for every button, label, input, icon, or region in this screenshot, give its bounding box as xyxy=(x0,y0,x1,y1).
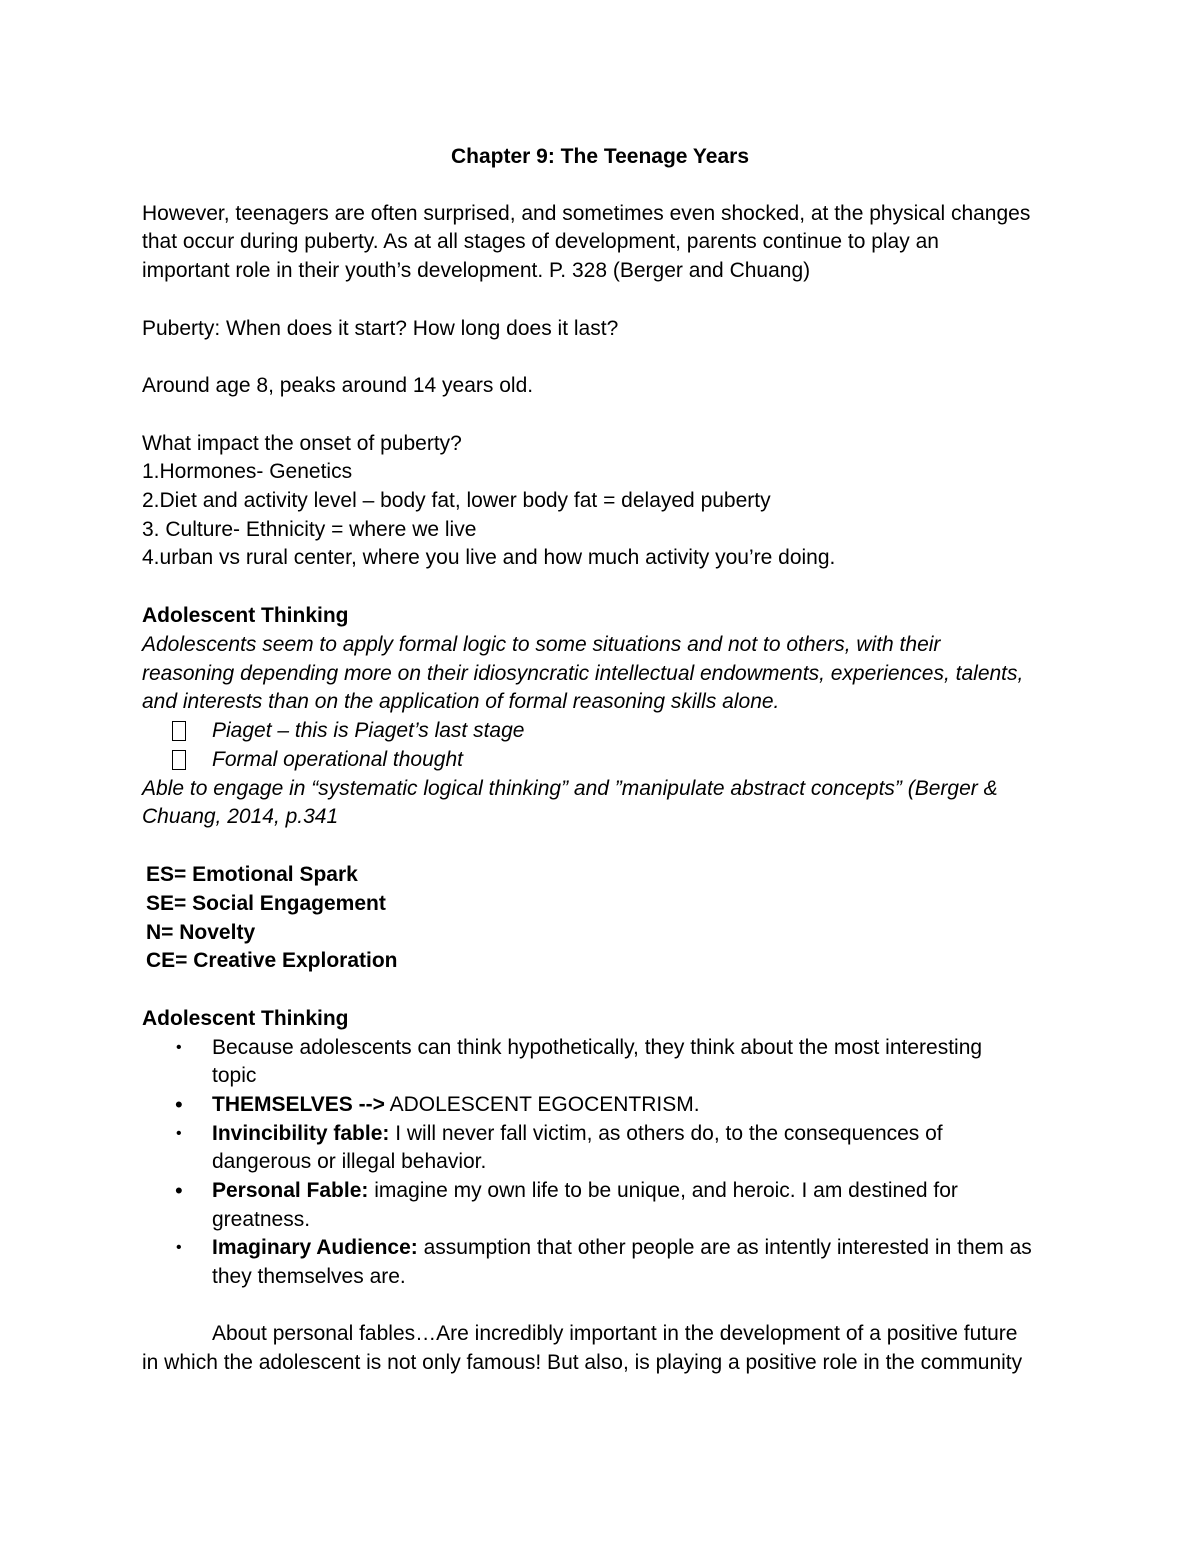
acronym-n: N= Novelty xyxy=(146,921,256,944)
section-heading-thinking: Adolescent Thinking xyxy=(142,604,349,627)
imaginary-audience-text: assumption that other people are as intently interested in them as xyxy=(417,1236,1032,1259)
egocentrism-bullet-2 xyxy=(212,1091,700,1119)
thinking-quote-line-2: reasoning depending more on their idiosyncratic intellectual endowments, experiences, talents, xyxy=(142,662,1024,685)
bullet-icon: • xyxy=(176,1125,182,1142)
puberty-answer: Around age 8, peaks around 14 years old. xyxy=(142,374,534,397)
section-heading-thinking-2: Adolescent Thinking xyxy=(142,1007,349,1030)
bullet-icon: • xyxy=(176,1239,182,1256)
thinking-quote-line-3: and interests than on the application of formal reasoning skills alone. xyxy=(142,690,780,713)
thinking-bullet-1: Piaget – this is Piaget’s last stage xyxy=(212,719,525,742)
egocentrism-bullet-4-line-1 xyxy=(212,1177,958,1205)
acronym-es: ES= Emotional Spark xyxy=(146,863,358,886)
personal-fable-term: Personal Fable: xyxy=(212,1179,369,1202)
bullet-icon: • xyxy=(175,1092,183,1117)
thinking-bullet-2: Formal operational thought xyxy=(212,748,463,771)
egocentrism-bullet-5-line-1 xyxy=(212,1234,1032,1262)
egocentrism-bullet-4-line-2: greatness. xyxy=(212,1208,311,1231)
closing-line-2: in which the adolescent is not only famous! But also, is playing a positive role in the community xyxy=(142,1351,1023,1374)
onset-item-2: 2.Diet and activity level – body fat, lower body fat = delayed puberty xyxy=(142,489,771,512)
closing-line-1: About personal fables…Are incredibly important in the development of a positive future xyxy=(212,1322,1018,1345)
intro-line-3: important role in their youth’s development. P. 328 (Berger and Chuang) xyxy=(142,259,811,282)
onset-item-4: 4.urban vs rural center, where you live and how much activity you’re doing. xyxy=(142,546,836,569)
puberty-question: Puberty: When does it start? How long does it last? xyxy=(142,317,619,340)
thinking-quote-line-1: Adolescents seem to apply formal logic to some situations and not to others, with their xyxy=(142,633,941,656)
page-title: Chapter 9: The Teenage Years xyxy=(450,145,749,168)
invincibility-text: I will never fall victim, as others do, to the consequences of xyxy=(389,1122,943,1145)
onset-item-1: 1.Hormones- Genetics xyxy=(142,460,353,483)
themselves-term: THEMSELVES --> xyxy=(212,1093,385,1116)
themselves-text: ADOLESCENT EGOCENTRISM. xyxy=(384,1093,700,1116)
bullet-icon: • xyxy=(175,1178,183,1203)
acronym-ce: CE= Creative Exploration xyxy=(146,949,398,972)
bullet-icon: • xyxy=(176,1039,182,1056)
onset-item-3: 3. Culture- Ethnicity = where we live xyxy=(142,518,477,541)
thinking-closing-line-2: Chuang, 2014, p.341 xyxy=(142,805,339,828)
acronym-se: SE= Social Engagement xyxy=(146,892,386,915)
egocentrism-bullet-1-line-1: Because adolescents can think hypothetically, they think about the most interesting xyxy=(212,1036,983,1059)
egocentrism-bullet-3-line-2: dangerous or illegal behavior. xyxy=(212,1150,487,1173)
egocentrism-bullet-3-line-1 xyxy=(212,1120,943,1148)
imaginary-audience-term: Imaginary Audience: xyxy=(212,1236,418,1259)
egocentrism-bullet-5-line-2: they themselves are. xyxy=(212,1265,406,1288)
invincibility-term: Invincibility fable: xyxy=(212,1122,390,1145)
egocentrism-bullet-1-line-2: topic xyxy=(212,1064,257,1087)
intro-line-1: However, teenagers are often surprised, and sometimes even shocked, at the physical changes xyxy=(142,202,1031,225)
intro-line-2: that occur during puberty. As at all stages of development, parents continue to play an xyxy=(142,230,939,253)
missing-glyph-icon xyxy=(172,750,186,770)
thinking-closing-line-1: Able to engage in “systematic logical thinking” and ”manipulate abstract concepts” (Berger & xyxy=(142,777,998,800)
personal-fable-text: imagine my own life to be unique, and heroic. I am destined for xyxy=(368,1179,958,1202)
missing-glyph-icon xyxy=(172,721,186,741)
onset-question: What impact the onset of puberty? xyxy=(142,432,462,455)
